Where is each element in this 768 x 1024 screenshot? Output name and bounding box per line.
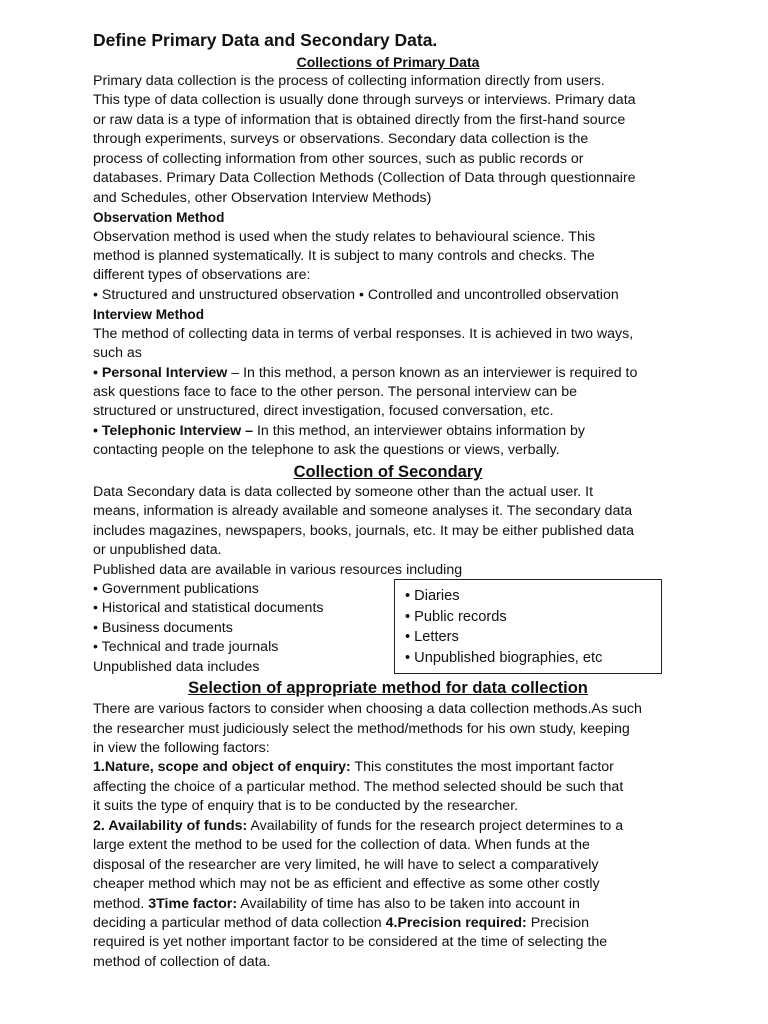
- factor-1-line: [93, 758, 693, 777]
- interview-heading: Interview Method: [93, 307, 205, 323]
- observation-types: • Structured and unstructured observation • Controlled and uncontrolled observation: [93, 286, 619, 303]
- text-line: This type of data collection is usually done through surveys or interviews. Primary data: [93, 92, 636, 109]
- factor-2-line: [93, 817, 693, 836]
- factor-2-label: 2. Availability of funds:: [93, 817, 248, 834]
- text-line: required is yet nother important factor to be considered at the time of selecting the: [93, 934, 608, 951]
- unpublished-intro: Unpublished data includes: [93, 658, 260, 675]
- text-fragment: method.: [93, 895, 149, 912]
- text-fragment: – In this method, a person known as an interviewer is required to: [227, 364, 638, 381]
- text-fragment: Availability of funds for the research project determines to a: [247, 817, 624, 834]
- published-list-item: • Business documents: [93, 619, 233, 636]
- text-line: large extent the method to be used for the collection of data. When funds at the: [93, 837, 590, 854]
- published-list-item: • Government publications: [93, 580, 259, 597]
- secondary-heading: Collection of Secondary: [293, 462, 483, 481]
- text-line: method is planned systematically. It is subject to many controls and checks. The: [93, 247, 595, 264]
- factor-4-label: 4.Precision required:: [385, 914, 527, 931]
- text-line: means, information is already available and someone analyses it. The secondary data: [93, 503, 633, 520]
- primary-heading: Collections of Primary Data: [296, 54, 480, 70]
- text-line: databases. Primary Data Collection Methods (Collection of Data through questionnaire: [93, 170, 636, 187]
- unpublished-list-item: • Letters: [405, 629, 459, 646]
- text-fragment: Precision: [526, 914, 590, 931]
- text-line: method of collection of data.: [93, 953, 271, 970]
- text-line: Data Secondary data is data collected by someone other than the actual user. It: [93, 483, 594, 500]
- text-line: or raw data is a type of information that is obtained directly from the first-hand source: [93, 111, 626, 128]
- unpublished-list-item: • Public records: [405, 608, 507, 625]
- text-line: structured or unstructured, direct investigation, focused conversation, etc.: [93, 403, 554, 420]
- text-line: different types of observations are:: [93, 267, 311, 284]
- text-line: disposal of the researcher are very limited, he will have to select a comparatively: [93, 856, 599, 873]
- text-line: and Schedules, other Observation Interview Methods): [93, 189, 432, 206]
- text-line: such as: [93, 345, 142, 362]
- text-fragment: This constitutes the most important factor: [350, 759, 614, 776]
- text-line: Primary data collection is the process of collecting information directly from users.: [93, 73, 605, 89]
- unpublished-list-item: • Diaries: [405, 588, 460, 604]
- text-fragment: deciding a particular method of data collection: [93, 914, 386, 931]
- observation-heading: Observation Method: [93, 210, 225, 226]
- text-line: Published data are available in various resources including: [93, 561, 463, 578]
- factor-3-label: 3Time factor:: [148, 895, 238, 912]
- factor-3-line: [93, 895, 693, 914]
- text-fragment: In this method, an interviewer obtains information by: [253, 422, 586, 439]
- primary-paragraph: [93, 72, 693, 461]
- text-line: in view the following factors:: [93, 740, 270, 756]
- text-line: includes magazines, newspapers, books, journals, etc. It may be either published data: [93, 522, 635, 539]
- text-line: The method of collecting data in terms of verbal responses. It is achieved in two ways,: [93, 325, 634, 342]
- document-page: [93, 28, 693, 972]
- telephonic-interview-label: • Telephonic Interview –: [93, 422, 254, 439]
- text-line: Observation method is used when the study relates to behavioural science. This: [93, 228, 596, 245]
- text-line: cheaper method which may not be as efficient and effective as some other costly: [93, 876, 600, 893]
- unpublished-list-item: • Unpublished biographies, etc: [405, 650, 603, 667]
- text-line: the researcher must judiciously select the method/methods for his own study, keeping: [93, 720, 630, 737]
- selection-heading: Selection of appropriate method for data collection: [188, 679, 588, 698]
- text-line: or unpublished data.: [93, 542, 222, 559]
- telephonic-interview-line: [93, 422, 693, 441]
- factor-4-line: [93, 914, 693, 933]
- personal-interview-label: • Personal Interview: [93, 364, 228, 381]
- text-line: ask questions face to face to the other person. The personal interview can be: [93, 384, 577, 400]
- published-list-item: • Historical and statistical documents: [93, 600, 324, 617]
- personal-interview-line: [93, 364, 693, 383]
- document-title: Define Primary Data and Secondary Data.: [93, 30, 438, 50]
- selection-paragraph: [93, 700, 693, 972]
- text-line: it suits the type of enquiry that is to be conducted by the researcher.: [93, 798, 519, 815]
- text-line: process of collecting information from other sources, such as public records or: [93, 150, 584, 167]
- published-list-item: • Technical and trade journals: [93, 639, 279, 656]
- factor-1-label: 1.Nature, scope and object of enquiry:: [93, 759, 351, 776]
- text-line: affecting the choice of a particular method. The method selected should be such that: [93, 778, 624, 795]
- unpublished-data-box: [394, 579, 662, 674]
- text-line: There are various factors to consider when choosing a data collection methods.As such: [93, 701, 642, 718]
- text-fragment: Availability of time has also to be taken into account in: [237, 895, 580, 912]
- text-line: contacting people on the telephone to ask the questions or views, verbally.: [93, 442, 560, 459]
- text-line: through experiments, surveys or observations. Secondary data collection is the: [93, 131, 589, 148]
